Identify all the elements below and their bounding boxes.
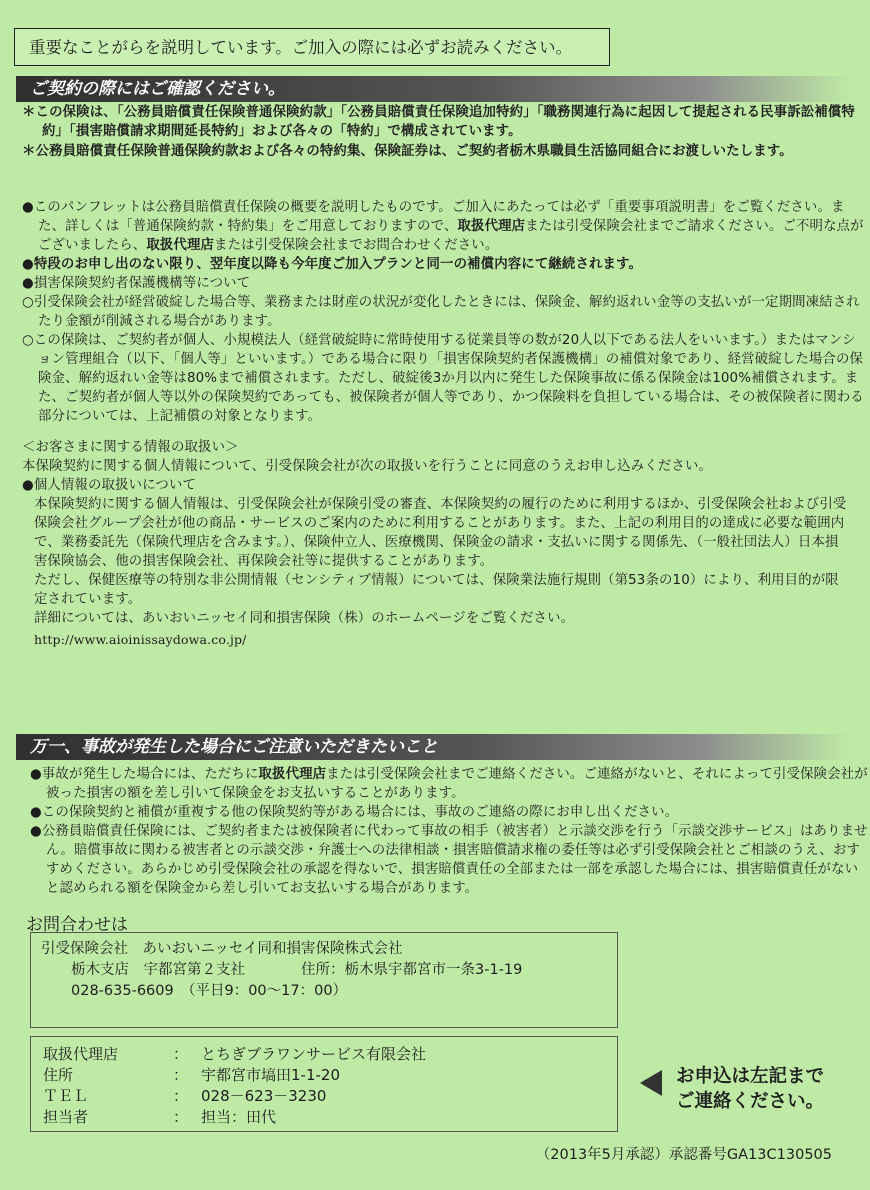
- agency-name: とちぎブラワンサービス有限会社: [201, 1045, 427, 1063]
- accident-heading: 万一、事故が発生した場合にご注意いただきたいこと: [30, 737, 438, 757]
- contract-bullet-2: ●特段のお申し出のない限り、翌年度以降も今年度ご加入プランと同一の補償内容にて継続されます。: [22, 257, 643, 272]
- privacy-intro: 本保険契約に関する個人情報について、引受保険会社が次の取扱いを行うことに同意のうえお申し込みください。: [22, 459, 713, 474]
- contract-heading: ご契約の際にはご確認ください。: [30, 79, 285, 99]
- accident-bullet-2: ●この保険契約と補償が重複する他の保険契約等がある場合には、事故のご連絡の際にお申し出ください。: [30, 805, 679, 820]
- apply-message: [676, 1064, 824, 1114]
- bullet1-text-c: または引受保険会社までお問合わせください。: [214, 238, 499, 253]
- accident1-text-a: ●事故が発生した場合には、ただちに: [30, 767, 259, 782]
- accident-bullet-3: ●公務員賠償責任保険には、ご契約者または被保険者に代わって事故の相手（被害者）と示談交渉を行う「示談交渉サービス」はありません。賠償事故に関わる被害者との示談交渉・弁護士への法律相談・損害賠償請求権の委任等は必ず引受保険会社とご相談のうえ、おすすめください。あらかじめ引受保険会社の承認を得ないで、損害賠償責任の全部または一部を承認した場合には、損害賠償責任がないと認められる額を保険金から差し引いてお支払いする場合があります。: [30, 824, 868, 896]
- insurer-branch-row: [41, 960, 617, 981]
- bullet1-text-a: ●このパンフレットは公務員賠償責任保険の概要を説明したものです。ご加入にあたっては必ず「重要事項説明書」をご覧ください。また、詳しくは「普通保険約款・特約集」をご用意しておりますので、: [22, 200, 845, 234]
- protection-item-2: ○この保険は、ご契約者が個人、小規模法人（経営破綻時に常時使用する従業員等の数が20人以下である法人をいいます。）またはマンション管理組合（以下、「個人等」といいます。）である場合に限り「損害保険契約者保護機構」の補償対象であり、経営破綻した場合の保険金、解約返れい金等は80%まで補償されます。ただし、破綻後3か月以内に発生した保険事故に係る保険金は100%補償されます。また、ご契約者が個人等以外の保険契約であっても、被保険者が個人等であり、かつ保険料を負担している場合は、その被保険者に関わる部分については、上記補償の対象となります。: [22, 333, 864, 424]
- agency-person: 担当：田代: [201, 1108, 277, 1126]
- agency-tel: 028－623－3230: [201, 1087, 327, 1105]
- contract-bullet-1: [22, 198, 868, 255]
- contract-heading-band: [16, 76, 852, 102]
- privacy-paragraph-2: ただし、保健医療等の特別な非公開情報（センシティブ情報）については、保険業法施行規則（第53条の10）により、利用目的が限定されています。: [34, 573, 839, 607]
- agency-emphasis-1: 取扱代理店: [457, 219, 526, 234]
- agency-contact-box: [30, 1036, 618, 1132]
- accident1-text-b: または引受保険会社までご連絡ください。ご連絡がないと、それによって引受保険会社が被った損害の額を差し引いて保険金をお支払いすることがあります。: [46, 767, 868, 801]
- insurer-phone: 028-635-6609 （平日9：00～17：00）: [71, 983, 348, 999]
- contact-title: お問合わせは: [26, 915, 128, 935]
- agency-label: 取扱代理店: [43, 1045, 119, 1063]
- agency-emphasis-3: 取扱代理店: [258, 767, 327, 782]
- address-colon: ：: [173, 1066, 189, 1084]
- agency-emphasis-2: 取扱代理店: [146, 238, 215, 253]
- insurer-contact-box: [30, 932, 618, 1028]
- important-notice: 重要なことがらを説明しています。ご加入の際には必ずお読みください。: [14, 28, 610, 66]
- privacy-paragraph-3: 詳細については、あいおいニッセイ同和損害保険（株）のホームページをご覧ください。: [34, 611, 575, 626]
- person-label: 担当者: [43, 1108, 89, 1126]
- approval-number: （2013年5月承認）承認番号GA13C130505: [535, 1147, 832, 1163]
- tel-label: ＴＥＬ: [43, 1087, 89, 1105]
- website-link[interactable]: http://www.aioinissaydowa.co.jp/: [34, 632, 247, 647]
- apply-message-line-2: ご連絡ください。: [676, 1091, 825, 1112]
- tel-colon: ：: [173, 1087, 189, 1105]
- left-arrow-icon: [640, 1070, 662, 1096]
- apply-message-line-1: お申込は左記まで: [676, 1066, 825, 1087]
- insurer-name: 引受保険会社 あいおいニッセイ同和損害保険株式会社: [41, 941, 403, 957]
- privacy-paragraph-1: 本保険契約に関する個人情報は、引受保険会社が保険引受の審査、本保険契約の履行のために利用するほか、引受保険会社および引受保険会社グループ会社が他の商品・サービスのご案内のために利用することがあります。また、上記の利用目的の達成に必要な範囲内で、業務委託先（保険代理店を含みます。）、保険仲立人、医療機関、保険金の請求・支払いに関する関係先、（一般社団法人）日本損害保険協会、他の損害保険会社、再保険会社等に提供することがあります。: [34, 497, 847, 569]
- protection-item-1: ○引受保険会社が経営破綻した場合等、業務または財産の状況が変化したときには、保険金、解約返れい金等の支払いが一定期間凍結されたり金額が削減される場合があります。: [22, 295, 860, 329]
- contract-star-1: ＊この保険は、「公務員賠償責任保険普通保険約款」「公務員賠償責任保険追加特約」「職務関連行為に起因して提起される民事訴訟補償特約」「損害賠償請求期間延長特約」および各々の「特約」で構成されています。: [22, 105, 855, 139]
- bullet1-text-b: または引受保険会社までご請求ください。ご不明な点がございましたら、: [38, 219, 864, 253]
- address-label: 住所: [43, 1066, 74, 1084]
- person-colon: ：: [173, 1108, 189, 1126]
- agency-colon: ：: [173, 1045, 189, 1063]
- accident-heading-band: [16, 734, 852, 760]
- contract-bullet-3: ●損害保険契約者保護機構等について: [22, 276, 251, 291]
- accident-bullet-1: [30, 765, 868, 803]
- privacy-heading: ＜お客さまに関する情報の取扱い＞: [22, 440, 239, 455]
- insurer-address: 住所：栃木県宇都宮市一条3-1-19: [301, 962, 523, 978]
- insurer-branch: 栃木支店 宇都宮第２支社: [71, 962, 245, 978]
- agency-address: 宇都宮市塙田1-1-20: [201, 1066, 340, 1084]
- privacy-bullet: ●個人情報の取扱いについて: [22, 478, 197, 493]
- contract-star-2: ＊公務員賠償責任保険普通保険約款および各々の特約集、保険証券は、ご契約者栃木県職員生活協同組合にお渡しいたします。: [22, 144, 793, 159]
